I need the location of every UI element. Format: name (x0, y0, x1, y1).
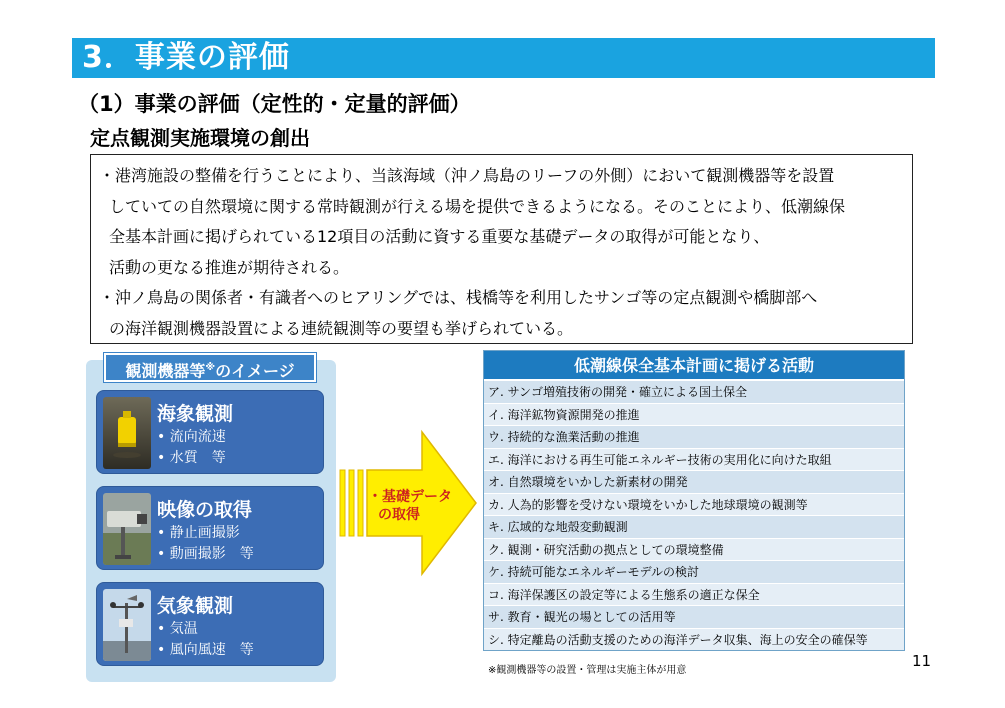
footnote: ※観測機器等の設置・管理は実施主体が用意 (488, 665, 687, 676)
card-item: • 水質 等 (157, 450, 226, 466)
card-ocean-observation (96, 390, 324, 474)
arrow-label-line: の取得 (378, 507, 420, 523)
table-header: 低潮線保全基本計画に掲げる活動 (484, 351, 904, 380)
paragraph-line: の海洋観測機器設置による連続観測等の要望も挙げられている。 (109, 318, 574, 338)
panel-label: 観測機器等※のイメージ (125, 361, 295, 381)
note-mark: ※ (205, 362, 216, 373)
paragraph-line: 全基本計画に掲げられている12項目の活動に資する重要な基礎データの取得が可能となり、 (109, 227, 770, 246)
activities-table (483, 350, 905, 651)
card-title: 気象観測 (157, 595, 234, 617)
card-weather-observation (96, 582, 324, 666)
camera-photo-icon (103, 493, 151, 565)
card-item: • 風向風速 等 (157, 642, 254, 658)
card-item: • 静止画撮影 (157, 525, 240, 541)
card-video-capture (96, 486, 324, 570)
page-title: 3．事業の評価 (82, 40, 290, 75)
table-row: オ. 自然環境をいかした新素材の開発 (484, 470, 904, 493)
page-number: 11 (912, 652, 932, 670)
card-items (157, 523, 254, 565)
table-row: シ. 特定離島の活動支援のための海洋データ収集、海上の安全の確保等 (484, 628, 904, 651)
table-row: ク. 観測・研究活動の拠点としての環境整備 (484, 538, 904, 561)
card-item: • 流向流速 (157, 429, 226, 445)
paragraph-2 (99, 283, 912, 344)
table-row: ア. サンゴ増殖技術の開発・確立による国土保全 (484, 380, 904, 403)
table-row: エ. 海洋における再生可能エネルギー技術の実用化に向けた取組 (484, 448, 904, 471)
weather-station-photo-icon (103, 589, 151, 661)
description-box (90, 154, 913, 344)
table-row: イ. 海洋鉱物資源開発の推進 (484, 403, 904, 426)
section-heading: 定点観測実施環境の創出 (90, 126, 310, 150)
card-title: 海象観測 (157, 403, 234, 425)
activity-rows (484, 380, 904, 650)
paragraph-line: 活動の更なる推進が期待される。 (109, 257, 350, 277)
arrow-label-line: ・基礎データ (368, 489, 452, 505)
table-row: ウ. 持続的な漁業活動の推進 (484, 425, 904, 448)
buoy-photo-icon (103, 397, 151, 469)
paragraph-1 (99, 161, 912, 283)
table-row: ケ. 持続可能なエネルギーモデルの検討 (484, 560, 904, 583)
subtitle: （1）事業の評価（定性的・定量的評価） (78, 92, 471, 116)
table-row: コ. 海洋保護区の設定等による生態系の適正な保全 (484, 583, 904, 606)
card-items (157, 427, 226, 469)
table-row: キ. 広域的な地殻変動観測 (484, 515, 904, 538)
card-items (157, 619, 254, 661)
table-row: サ. 教育・観光の場としての活用等 (484, 605, 904, 628)
card-item: • 気温 (157, 621, 198, 637)
arrow-label (368, 488, 452, 524)
card-title: 映像の取得 (157, 499, 253, 521)
paragraph-line: ・沖ノ鳥島の関係者・有識者へのヒアリングでは、桟橋等を利用したサンゴ等の定点観測や橋脚部へ (99, 288, 818, 307)
card-item: • 動画撮影 等 (157, 546, 254, 562)
paragraph-line: ・港湾施設の整備を行うことにより、当該海域（沖ノ鳥島のリーフの外側）において観測機器等を設置 (99, 166, 835, 185)
table-row: カ. 人為的影響を受けない環境をいかした地球環境の観測等 (484, 493, 904, 516)
paragraph-line: していての自然環境に関する常時観測が行える場を提供できるようになる。そのことにより、低潮線保 (109, 196, 846, 216)
